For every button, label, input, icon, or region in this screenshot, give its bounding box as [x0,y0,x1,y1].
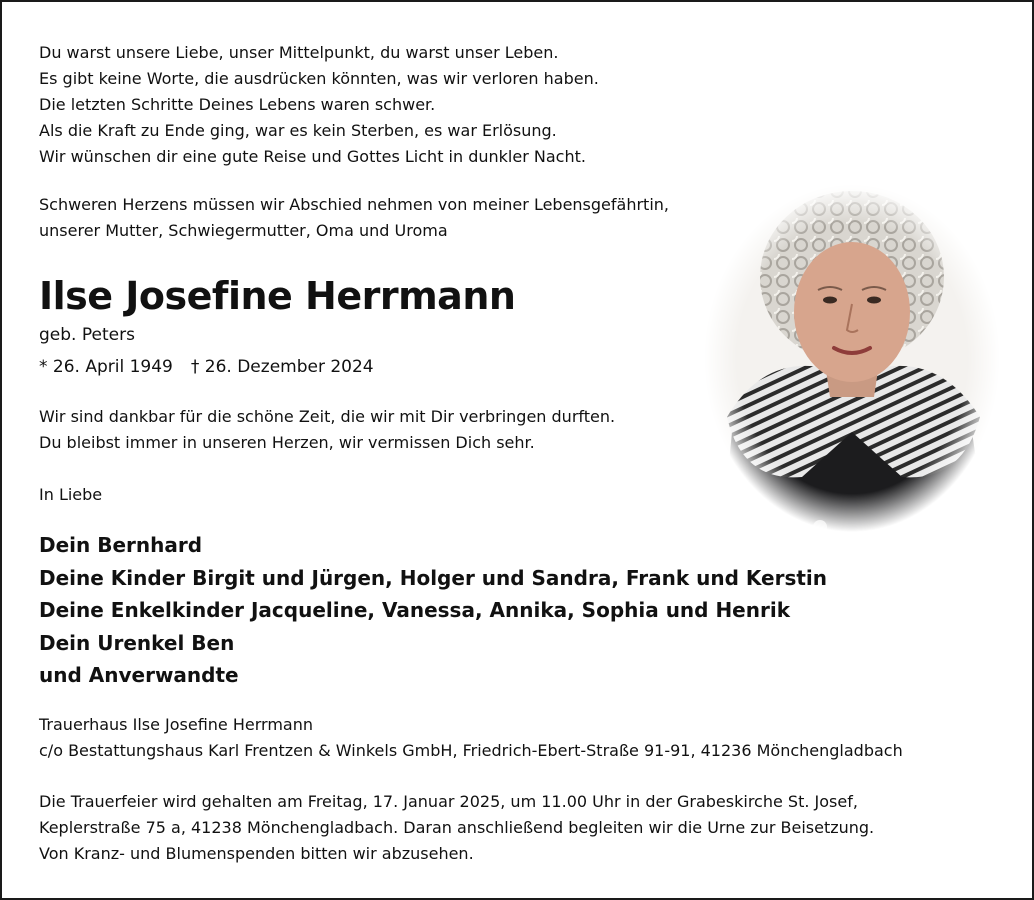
mourner-line: Deine Enkelkinder Jacqueline, Vanessa, Annika, Sophia und Henrik [39,598,791,622]
ceremony-line: Von Kranz- und Blumenspenden bitten wir abzusehen. [39,844,474,863]
mourners-list [39,529,827,692]
address-line: c/o Bestattungshaus Karl Frentzen & Winkels GmbH, Friedrich-Ebert-Straße 91-91, 41236 Mönchengladbach [39,741,903,760]
maiden-name: geb. Peters [39,325,135,345]
thanks-line: Du bleibst immer in unseren Herzen, wir vermissen Dich sehr. [39,433,535,452]
poem [39,40,599,170]
ceremony-details [39,789,874,867]
thanks-line: Wir sind dankbar für die schöne Zeit, die wir mit Dir verbringen durften. [39,407,616,426]
poem-line: Du warst unsere Liebe, unser Mittelpunkt, du warst unser Leben. [39,43,559,62]
life-dates [39,354,374,380]
poem-line: Es gibt keine Worte, die ausdrücken könnten, was wir verloren haben. [39,69,599,88]
address-line: Trauerhaus Ilse Josefine Herrmann [39,715,313,734]
birth-date: * 26. April 1949 [39,357,173,377]
ceremony-line: Keplerstraße 75 a, 41238 Mönchengladbach. Daran anschließend begleiten wir die Urne zur Beisetzung. [39,818,875,837]
closing-text: In Liebe [39,485,103,504]
mourner-line: Dein Urenkel Ben [39,630,235,655]
poem-line: Wir wünschen dir eine gute Reise und Gottes Licht in dunkler Nacht. [39,147,586,166]
mourner-line: und Anverwandte [39,663,239,687]
farewell-intro [39,192,669,244]
mourner-line: Dein Bernhard [39,533,203,557]
intro-line: unserer Mutter, Schwiegermutter, Oma und Uroma [39,221,448,240]
poem-line: Die letzten Schritte Deines Lebens waren schwer. [39,95,436,114]
death-date: † 26. Dezember 2024 [190,357,374,377]
deceased-name: Ilse Josefine Herrmann [39,274,516,318]
mourner-line: Deine Kinder Birgit und Jürgen, Holger und Sandra, Frank und Kerstin [39,565,828,590]
portrait-photo [702,182,1002,534]
mourning-address [39,712,903,764]
intro-line: Schweren Herzens müssen wir Abschied nehmen von meiner Lebensgefährtin, [39,195,669,214]
ceremony-line: Die Trauerfeier wird gehalten am Freitag, 17. Januar 2025, um 11.00 Uhr in der Grabeskirche St. Josef, [39,792,858,811]
thanks-text [39,404,615,456]
portrait-illustration [702,182,1002,534]
poem-line: Als die Kraft zu Ende ging, war es kein Sterben, es war Erlösung. [39,121,557,140]
